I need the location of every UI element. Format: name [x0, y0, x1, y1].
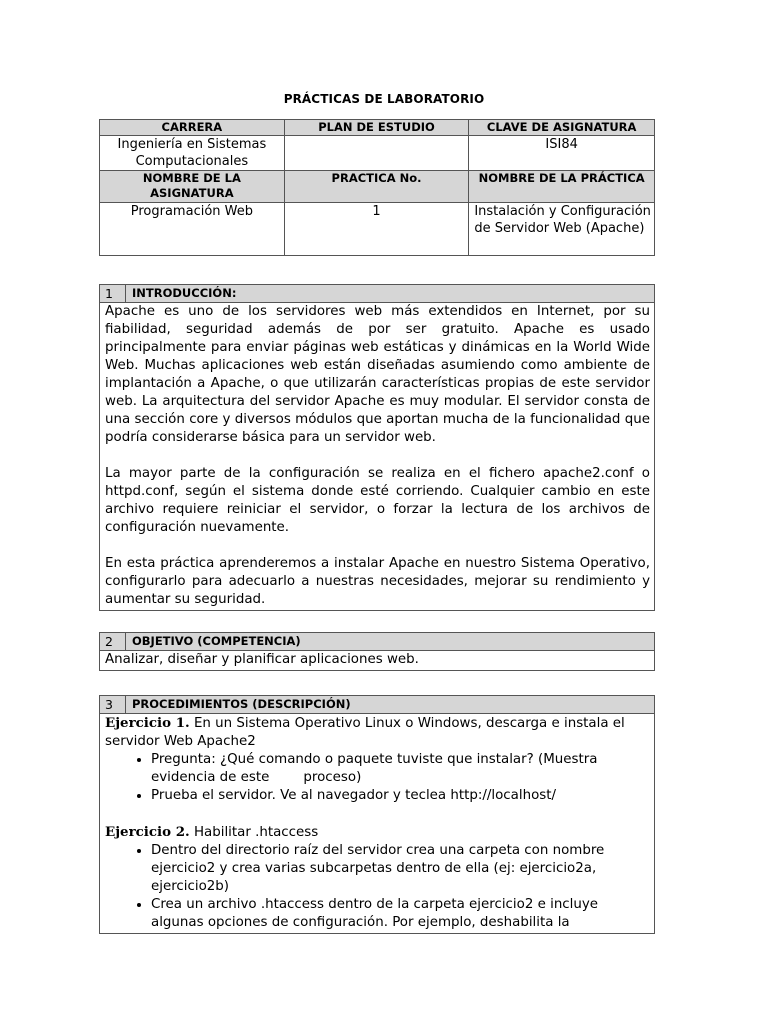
exercise-1-label: Ejercicio 1.: [105, 715, 190, 731]
intro-paragraph: La mayor parte de la configuración se realiza en el fichero apache2.conf o httpd.conf, según el sistema donde esté corriendo. Cualquier cambio en este archivo requiere reiniciar el servidor, o forzar la lectura de los archivos de configuración nuevamente.: [105, 466, 650, 535]
info-value-row-2: [100, 203, 655, 256]
procedures-section: [99, 695, 655, 934]
header-practica-no: PRACTICA No.: [284, 171, 469, 203]
objective-section-header: [100, 633, 654, 651]
info-value-row: [100, 136, 655, 171]
value-plan-de-estudio: [284, 136, 469, 171]
objective-section-body: [100, 651, 654, 670]
value-carrera: Ingeniería en Sistemas Computacionales: [100, 136, 285, 171]
section-title: INTRODUCCIÓN:: [132, 286, 237, 300]
course-info-table: [99, 119, 655, 256]
page-title: PRÁCTICAS DE LABORATORIO: [283, 92, 485, 106]
value-nombre-asignatura: Programación Web: [100, 203, 285, 256]
list-item: • Dentro del directorio raíz del servidor crea una carpeta con nombre ejercicio2 y crea varias subcarpetas dentro de ella (ej: ejercicio2a, ejercicio2b): [151, 842, 650, 896]
header-nombre-practica: NOMBRE DE LA PRÁCTICA: [469, 171, 655, 203]
header-clave-asignatura: CLAVE DE ASIGNATURA: [469, 120, 655, 136]
list-item: • Crea un archivo .htaccess dentro de la carpeta ejercicio2 e incluye algunas opciones de configuración. Por ejemplo, deshabilita la: [151, 896, 650, 932]
exercise-1-list: [105, 751, 650, 805]
section-title: PROCEDIMIENTOS (DESCRIPCIÓN): [132, 697, 351, 711]
intro-paragraph: En esta práctica aprenderemos a instalar Apache en nuestro Sistema Operativo, configurarlo para adecuarlo a nuestras necesidades, mejorar su rendimiento y aumentar su seguridad.: [105, 556, 650, 607]
section-number: 2: [100, 633, 126, 650]
header-nombre-asignatura: NOMBRE DE LA ASIGNATURA: [100, 171, 285, 203]
procedures-section-header: [100, 696, 654, 714]
section-number: 3: [100, 696, 126, 713]
objective-text: Analizar, diseñar y planificar aplicaciones web.: [105, 652, 419, 667]
intro-section-body: [100, 303, 654, 610]
value-clave-asignatura: ISI84: [469, 136, 655, 171]
exercise-2-text: Habilitar .htaccess: [189, 825, 319, 840]
intro-section-header: [100, 285, 654, 303]
header-carrera: CARRERA: [100, 120, 285, 136]
intro-paragraph: Apache es uno de los servidores web más extendidos en Internet, por su fiabilidad, seguridad además de por ser gratuito. Apache es usado principalmente para enviar páginas web estáticas y dinámicas en la World Wide Web. Muchas aplicaciones web están diseñadas asumiendo como ambiente de implantación a Apache, o que utilizarán características propias de este servidor web. La arquitectura del servidor Apache es muy modular. El servidor consta de una sección core y diversos módulos que aportan mucha de la funcionalidad que podría considerarse básica para un servidor web.: [105, 304, 650, 445]
info-header-row-2: [100, 171, 655, 203]
exercise-2-label: Ejercicio 2.: [105, 824, 190, 840]
list-item: • Pregunta: ¿Qué comando o paquete tuviste que instalar? (Muestra evidencia de este proceso): [151, 751, 650, 787]
exercise-1-intro: [105, 714, 650, 751]
procedures-section-body: [100, 714, 654, 933]
intro-section: [99, 284, 655, 611]
value-practica-no: 1: [284, 203, 469, 256]
info-header-row: [100, 120, 655, 136]
value-nombre-practica: Instalación y Configuración de Servidor Web (Apache): [469, 203, 655, 256]
list-item: • Prueba el servidor. Ve al navegador y teclea http://localhost/: [151, 787, 650, 805]
section-title: OBJETIVO (COMPETENCIA): [132, 634, 301, 648]
exercise-1-text: En un Sistema Operativo Linux o Windows, descarga e instala el servidor Web Apache2: [105, 716, 625, 749]
exercise-2-list: [105, 842, 650, 932]
exercise-2-intro: [105, 823, 650, 842]
header-plan-de-estudio: PLAN DE ESTUDIO: [284, 120, 469, 136]
section-number: 1: [100, 285, 126, 302]
objective-section: [99, 632, 655, 671]
